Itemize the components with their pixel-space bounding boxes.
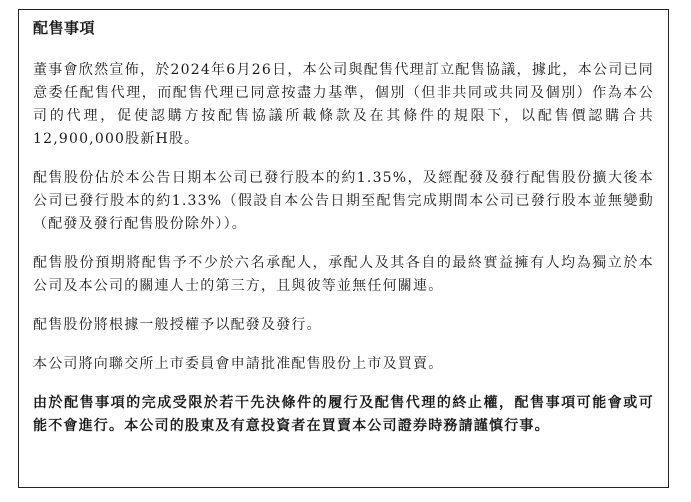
paragraph-general-mandate: 配售股份將根據一般授權予以配發及發行。 <box>33 317 322 333</box>
paragraph-share-percentage: 配售股份佔於本公告日期本公司已發行股本的約1.35%，及經配發及發行配售股份擴大後本公司已發行股本的約1.33%（假設自本公告日期至配售完成期間本公司已發行股本並無變動（配發及發行配售股份除外））。 <box>33 170 654 232</box>
paragraph-listing-application: 本公司將向聯交所上市委員會申請批准配售股份上市及買賣。 <box>33 356 444 372</box>
warning-paragraph: 由於配售事項的完成受限於若干先決條件的履行及配售代理的終止權，配售事項可能會或可能不會進行。本公司的股東及有意投資者在買賣本公司證券時務請謹慎行事。 <box>33 395 654 434</box>
announcement-box <box>18 9 669 488</box>
paragraph-placing-agreement: 董事會欣然宣佈，於2024年6月26日，本公司與配售代理訂立配售協議，據此，本公司已同意委任配售代理，而配售代理已同意按盡力基準，個別（但非共同或共同及個別）作為本公司的代理，促使認購方按配售協議所載條款及在其條件的規限下，以配售價認購合共12,900,000股新H股。 <box>33 62 654 147</box>
paragraph-placees: 配售股份預期將配售予不少於六名承配人，承配人及其各自的最終實益擁有人均為獨立於本公司及本公司的關連人士的第三方，且與彼等並無任何關連。 <box>33 255 654 294</box>
section-title: 配售事項 <box>33 19 96 37</box>
